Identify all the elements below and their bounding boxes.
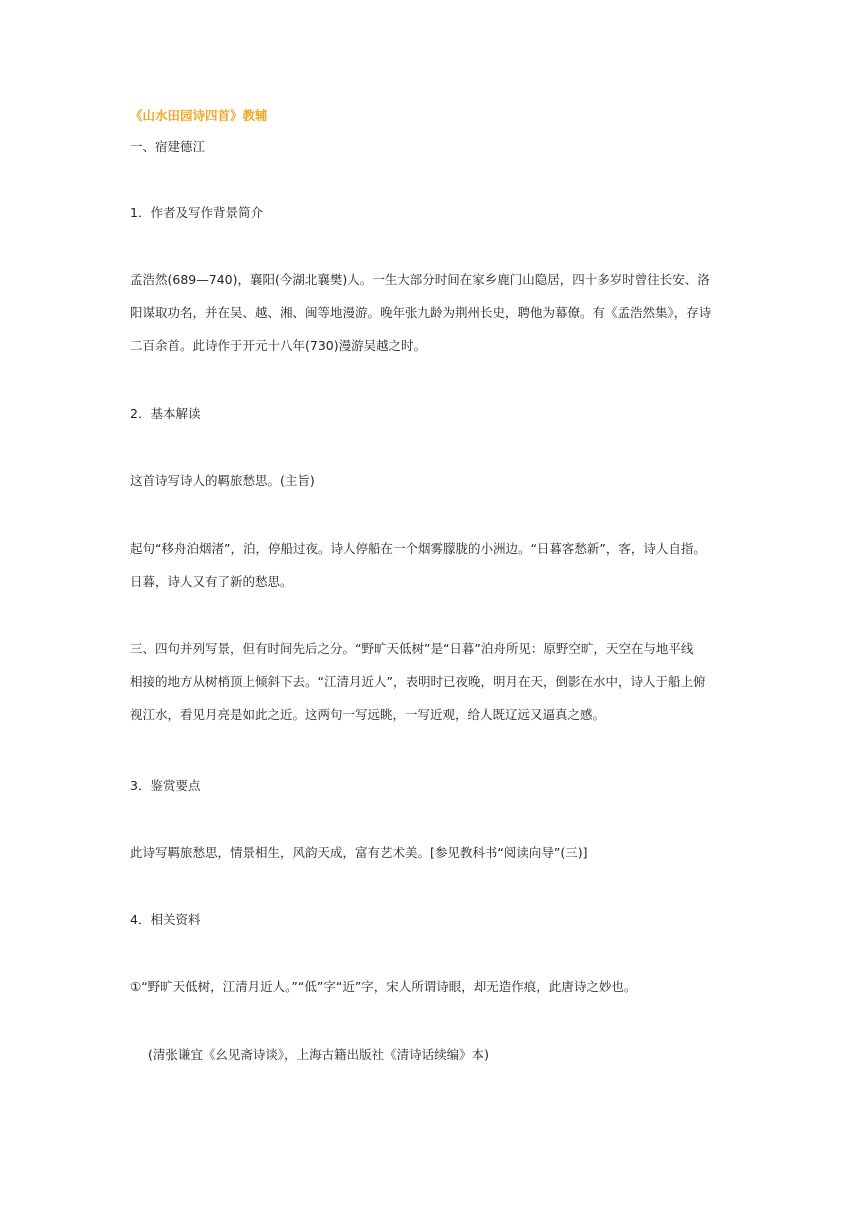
paragraph-line: 起句“移舟泊烟渚”，泊，停船过夜。诗人停船在一个烟雾朦胧的小洲边。“日暮客愁新”，客，诗人自指。 — [130, 541, 706, 556]
paragraph-line: 孟浩然(689—740)，襄阳(今湖北襄樊)人。一生大部分时间在家乡鹿门山隐居，四十多岁时曾往长安、洛 — [130, 272, 710, 287]
section-2-paragraph-1 — [130, 532, 735, 598]
section-3-paragraph: 此诗写羁旅愁思，情景相生，风韵天成，富有艺术美。[参见教科书“阅读向导”(三)] — [130, 845, 588, 860]
paragraph-line: 二百余首。此诗作于开元十八年(730)漫游吴越之时。 — [130, 338, 427, 353]
section-1-paragraph — [130, 263, 735, 362]
section-2-summary: 这首诗写诗人的羁旅愁思。(主旨) — [130, 473, 315, 488]
section-3-heading: 3．鉴赏要点 — [130, 778, 201, 793]
paragraph-line: 三、四句并列写景，但有时间先后之分。“野旷天低树”是“日暮”泊舟所见：原野空旷，天空在与地平线 — [130, 641, 694, 656]
section-4-quote: ①“野旷天低树，江清月近人。”“低”字“近”字，宋人所谓诗眼，却无造作痕，此唐诗之妙也。 — [130, 979, 637, 994]
section-2-heading: 2．基本解读 — [130, 406, 201, 421]
paragraph-line: 视江水，看见月亮是如此之近。这两句一写远眺，一写近观，给人既辽远又逼真之感。 — [130, 707, 606, 722]
section-4-source: (清张谦宜《幺见斋诗谈》，上海古籍出版社《清诗话续编》本) — [148, 1047, 490, 1062]
document-title: 《山水田园诗四首》教辅 — [130, 108, 268, 123]
paragraph-line: 阳谋取功名，并在吴、越、湘、闽等地漫游。晚年张九龄为荆州长史，聘他为幕僚。有《孟浩然集》，存诗 — [130, 305, 712, 320]
section-1-heading: 1．作者及写作背景简介 — [130, 205, 263, 220]
section-4-heading: 4．相关资料 — [130, 912, 201, 927]
poem-heading: 一、宿建德江 — [130, 139, 206, 154]
paragraph-line: 日暮，诗人又有了新的愁思。 — [130, 574, 293, 589]
section-2-paragraph-2 — [130, 632, 735, 731]
paragraph-line: 相接的地方从树梢顶上倾斜下去。“江清月近人”，表明时已夜晚，明月在天，倒影在水中，诗人于船上俯 — [130, 674, 706, 689]
